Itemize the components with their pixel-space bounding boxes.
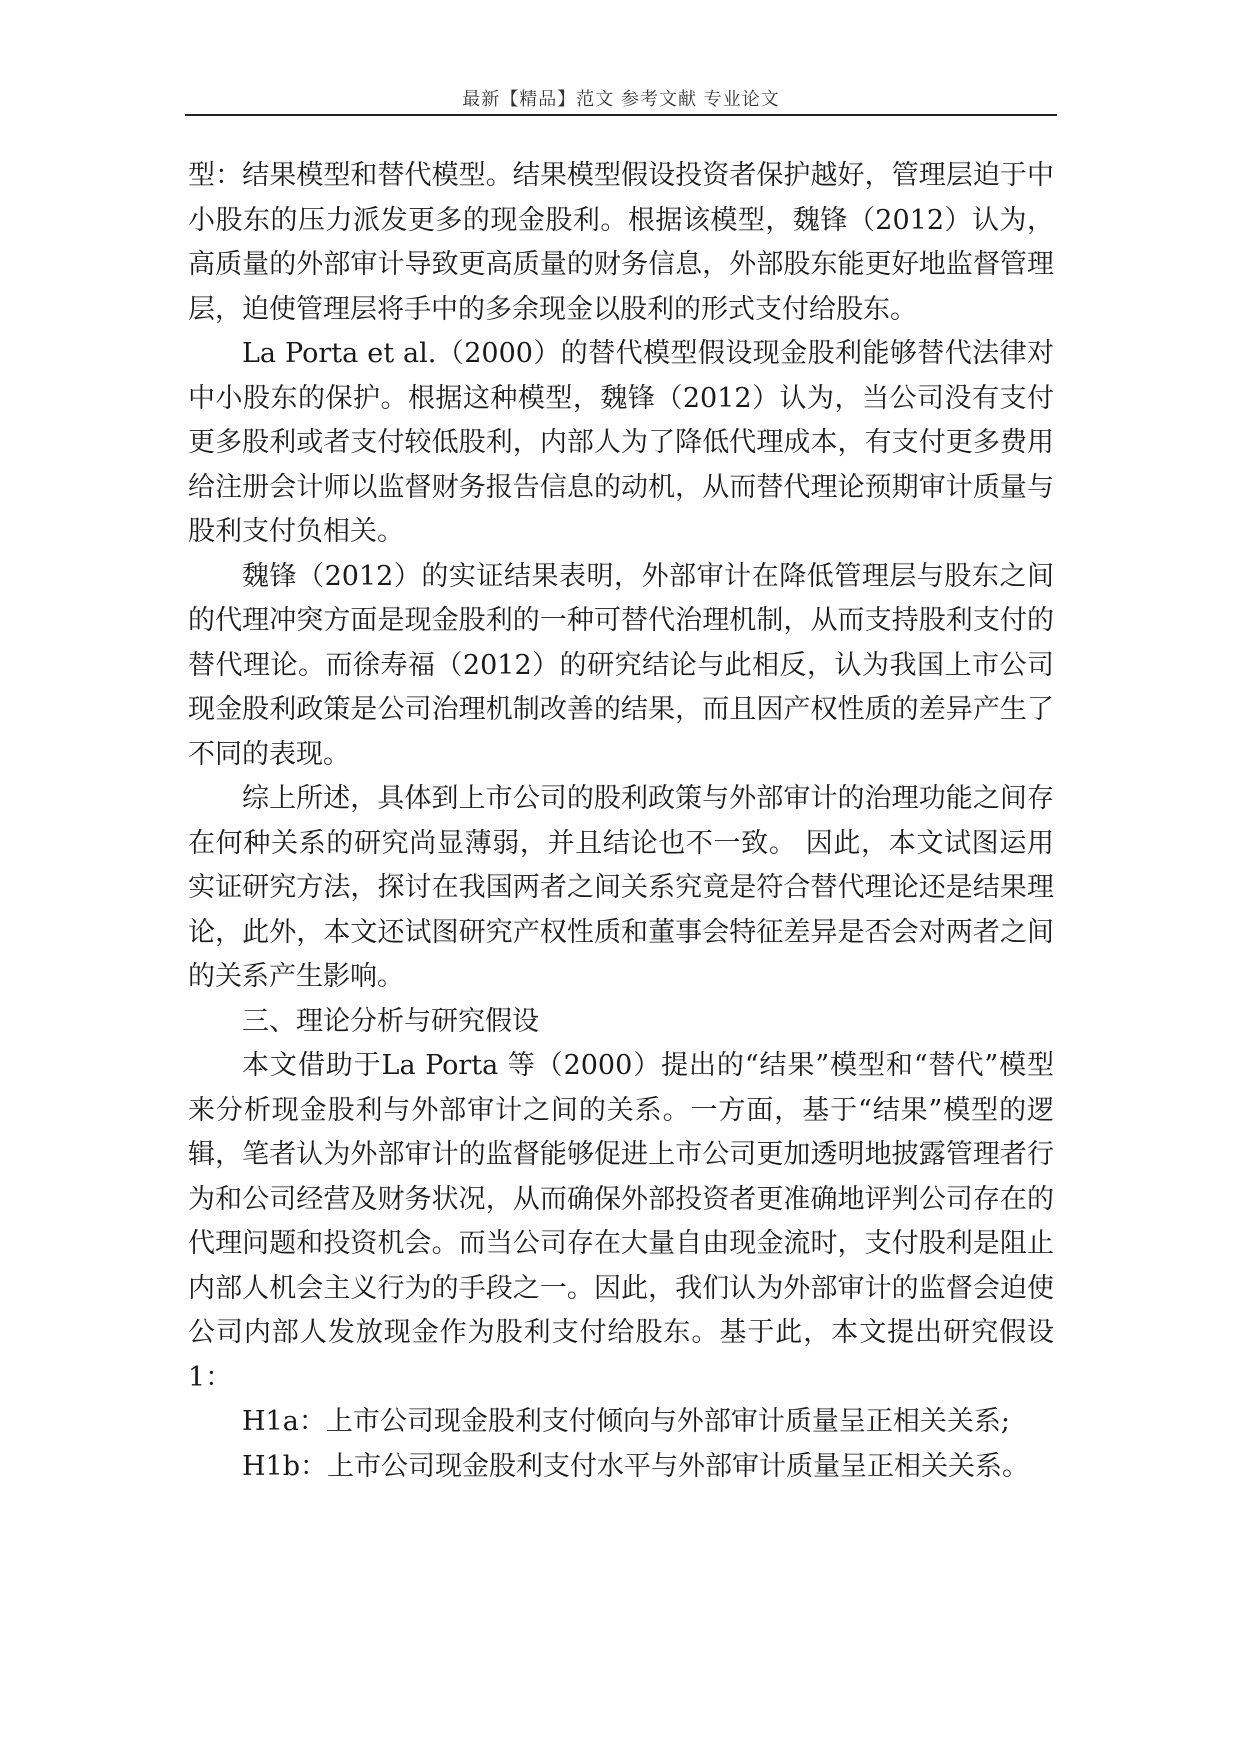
hypothesis-h1a: H1a：上市公司现金股利支付倾向与外部审计质量呈正相关关系; (242, 1406, 1010, 1437)
section-heading: 三、理论分析与研究假设 (242, 1005, 539, 1037)
paragraph: 综上所述，具体到上市公司的股利政策与外部审计的治理功能之间存在何种关系的研究尚显薄弱，并且结论也不一致。 因此，本文试图运用实证研究方法，探讨在我国两者之间关系究竟是符合替代理论还是结果理论，此外，本文还试图研究产权性质和董事会特征差异是否会对两者之间的关系产生影响。 (188, 783, 1054, 992)
paragraph: 魏锋（2012）的实证结果表明，外部审计在降低管理层与股东之间的代理冲突方面是现金股利的一种可替代治理机制，从而支持股利支付的替代理论。而徐寿福（2012）的研究结论与此相反，认为我国上市公司现金股利政策是公司治理机制改善的结果，而且因产权性质的差异产生了不同的表现。 (188, 560, 1054, 770)
paragraph: 型：结果模型和替代模型。结果模型假设投资者保护越好，管理层迫于中小股东的压力派发更多的现金股利。根据该模型，魏锋（2012）认为，高质量的外部审计导致更高质量的财务信息，外部股东能更好地监督管理层，迫使管理层将手中的多余现金以股利的形式支付给股东。 (188, 160, 1054, 325)
header-divider (185, 114, 1057, 116)
paragraph: 本文借助于La Porta 等（2000）提出的“结果”模型和“替代”模型来分析现金股利与外部审计之间的关系。一方面，基于“结果”模型的逻辑，笔者认为外部审计的监督能够促进上市公司更加透明地披露管理者行为和公司经营及财务状况，从而确保外部投资者更准确地评判公司存在的代理问题和投资机会。而当公司存在大量自由现金流时，支付股利是阻止内部人机会主义行为的手段之一。因此，我们认为外部审计的监督会迫使公司内部人发放现金作为股利支付给股东。基于此，本文提出研究假设1： (188, 1050, 1054, 1393)
page-header: 最新【精品】范文 参考文献 专业论文 (462, 89, 780, 110)
hypothesis-h1b: H1b：上市公司现金股利支付水平与外部审计质量呈正相关关系。 (242, 1450, 1030, 1482)
paragraph: La Porta et al.（2000）的替代模型假设现金股利能够替代法律对中小股东的保护。根据这种模型，魏锋（2012）认为，当公司没有支付更多股利或者支付较低股利，内部人为了降低代理成本，有支付更多费用给注册会计师以监督财务报告信息的动机，从而替代理论预期审计质量与股利支付负相关。 (188, 338, 1054, 547)
document-body (188, 154, 1054, 1489)
